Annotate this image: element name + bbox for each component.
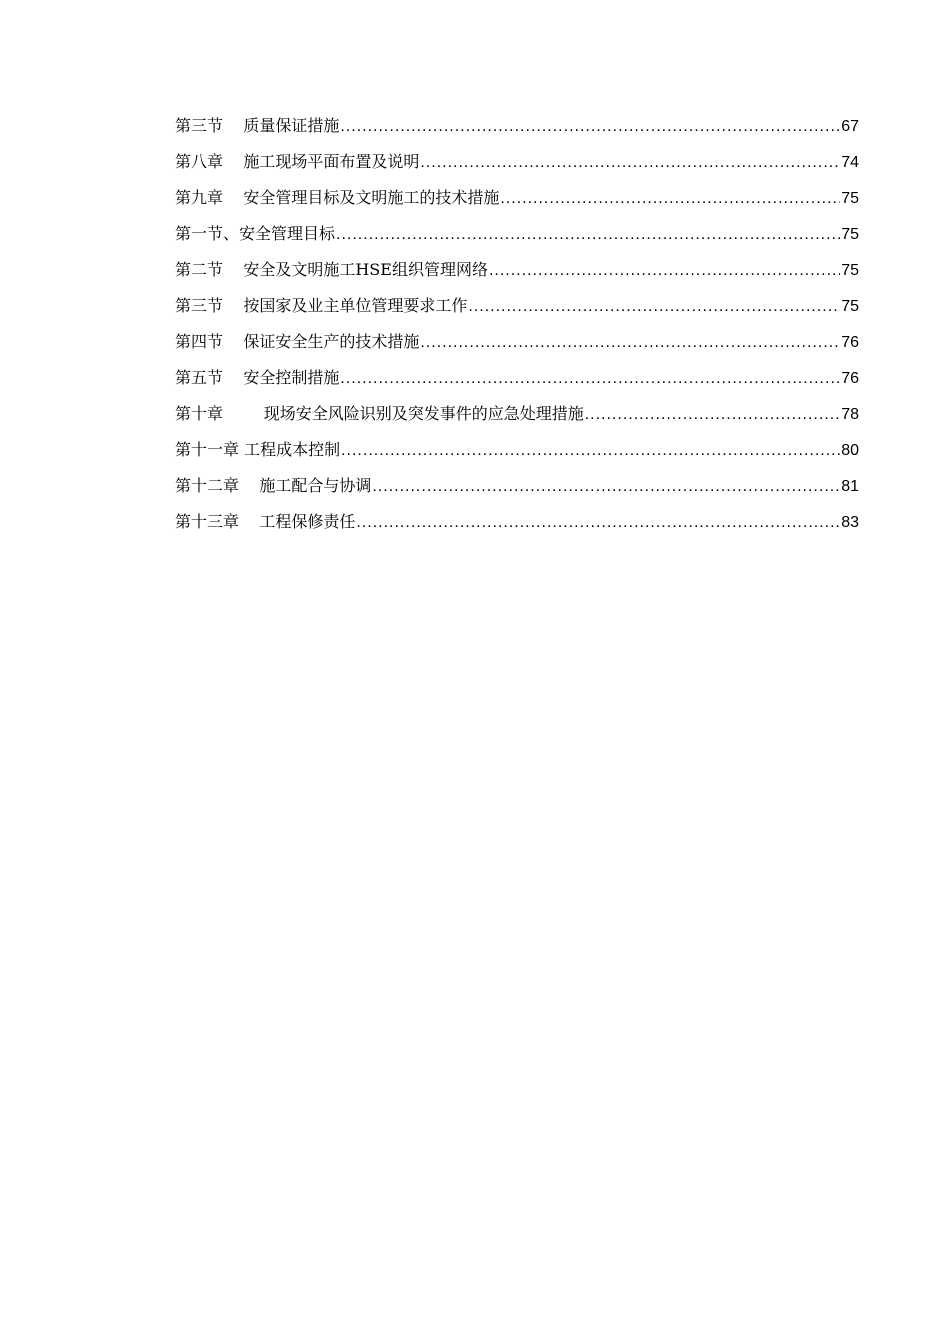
toc-entry[interactable]	[175, 108, 859, 144]
toc-page-number: 75	[841, 226, 859, 243]
toc-entry[interactable]	[175, 432, 859, 468]
toc-entry[interactable]	[175, 288, 859, 324]
toc-entry-title: 第十一章 工程成本控制	[175, 440, 341, 459]
toc-leader-dots	[489, 253, 840, 289]
toc-leader-dots	[336, 217, 840, 253]
toc-page-number: 75	[841, 190, 859, 207]
toc-entry-title: 第二节 安全及文明施工HSE组织管理网络	[175, 260, 488, 279]
toc-entry-title: 第五节 安全控制措施	[175, 368, 340, 387]
toc-page-number: 76	[841, 370, 859, 387]
toc-entry-title: 第九章 安全管理目标及文明施工的技术措施	[175, 188, 500, 207]
toc-leader-dots	[468, 289, 840, 325]
toc-entry[interactable]	[175, 324, 859, 360]
toc-leader-dots	[340, 109, 840, 145]
toc-entry-title: 第三节 按国家及业主单位管理要求工作	[175, 296, 468, 315]
toc-entry-title: 第十章 现场安全风险识别及突发事件的应急处理措施	[175, 404, 584, 423]
toc-page-number: 75	[841, 262, 859, 279]
toc-page-number: 80	[841, 442, 859, 459]
toc-leader-dots	[372, 469, 840, 505]
toc-entry-title: 第四节 保证安全生产的技术措施	[175, 332, 420, 351]
toc-leader-dots	[500, 181, 840, 217]
toc-page-number: 83	[841, 514, 859, 531]
toc-entry-title: 第一节、安全管理目标	[175, 224, 336, 243]
toc-entry[interactable]	[175, 360, 859, 396]
toc-entry-title: 第八章 施工现场平面布置及说明	[175, 152, 420, 171]
toc-entry[interactable]	[175, 504, 859, 540]
toc-entry[interactable]	[175, 396, 859, 432]
table-of-contents	[175, 108, 859, 540]
toc-entry[interactable]	[175, 144, 859, 180]
toc-entry[interactable]	[175, 252, 859, 288]
toc-entry[interactable]	[175, 468, 859, 504]
toc-entry[interactable]	[175, 180, 859, 216]
toc-page-number: 78	[841, 406, 859, 423]
toc-leader-dots	[341, 433, 840, 469]
toc-leader-dots	[340, 361, 840, 397]
toc-page-number: 81	[841, 478, 859, 495]
toc-page-number: 75	[841, 298, 859, 315]
toc-leader-dots	[420, 145, 840, 181]
toc-page-number: 76	[841, 334, 859, 351]
toc-entry-title: 第十三章 工程保修责任	[175, 512, 356, 531]
toc-entry-title: 第十二章 施工配合与协调	[175, 476, 372, 495]
toc-leader-dots	[420, 325, 840, 361]
toc-page-number: 74	[841, 154, 859, 171]
toc-page-number: 67	[841, 118, 859, 135]
toc-entry[interactable]	[175, 216, 859, 252]
toc-leader-dots	[585, 397, 841, 433]
toc-leader-dots	[356, 505, 840, 541]
toc-entry-title: 第三节 质量保证措施	[175, 116, 340, 135]
